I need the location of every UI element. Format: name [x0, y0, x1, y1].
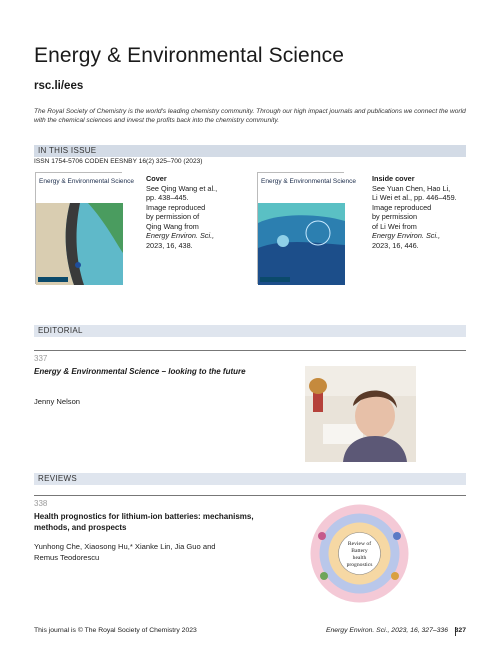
portrait-illustration: [305, 366, 416, 462]
editorial-title[interactable]: Energy & Environmental Science – looking to the future: [34, 367, 246, 376]
journal-url[interactable]: rsc.li/ees: [34, 80, 84, 92]
footer-copyright: This journal is © The Royal Society of Chemistry 2023: [34, 627, 197, 634]
footer-citation: Energy Environ. Sci., 2023, 16, 327–336: [325, 627, 448, 634]
inside-cover-label: Inside cover: [372, 174, 415, 183]
footer-page-number: 327: [454, 627, 466, 634]
cover-thumb-title: Energy & Environmental Science: [39, 178, 135, 185]
editorial-authors: Jenny Nelson: [34, 397, 81, 406]
editorial-rule: [34, 350, 466, 351]
inside-cover-line: Li Wei et al., pp. 446–459.: [372, 193, 457, 202]
inside-cover-line: See Yuan Chen, Hao Li,: [372, 183, 451, 193]
cover-line: Qing Wang from: [146, 221, 199, 231]
cover-line: Image reproduced: [146, 202, 206, 212]
editorial-photo: [305, 366, 416, 462]
inside-cover-illustration: [258, 173, 357, 285]
inside-cover-caption: [372, 174, 457, 250]
editorial-band: EDITORIAL: [34, 325, 466, 337]
cover-line: See Qing Wang et al.,: [146, 183, 218, 193]
journal-title: Energy & Environmental Science: [34, 44, 344, 67]
editorial-page-number: 337: [34, 354, 48, 363]
inside-cover-line: 2023, 16, 446.: [372, 240, 419, 250]
journal-intro: The Royal Society of Chemistry is the world's leading chemistry community. Through our high impact journals and publications we connect the world with the chemical sciences and invest the profits back into the chemistry community.: [34, 108, 466, 124]
inside-cover-line: of Li Wei from: [372, 221, 417, 231]
cover-line: 2023, 16, 438.: [146, 240, 193, 250]
review-title[interactable]: Health prognostics for lithium-ion batteries: mechanisms, methods, and prospects: [34, 512, 254, 532]
cover-line: Energy Environ. Sci.,: [146, 231, 215, 240]
reviews-band: REVIEWS: [34, 473, 466, 485]
cover-caption: [146, 174, 217, 250]
cover-illustration: [36, 173, 135, 285]
ring-diagram-center-label: Review of Battery health prognostics: [346, 541, 373, 568]
cover-line: pp. 438–445.: [146, 193, 189, 202]
issn-line: ISSN 1754-5706 CODEN EESNBY 16(2) 325–700 (2023): [34, 158, 203, 165]
inside-cover-line: Image reproduced: [372, 202, 432, 212]
reviews-page-number: 338: [34, 499, 48, 508]
inside-cover-thumb-title: Energy & Environmental Science: [261, 178, 357, 185]
review-authors: Yunhong Che, Xiaosong Hu,* Xianke Lin, Jia Guo and Remus Teodorescu: [34, 542, 216, 562]
cover-label: Cover: [146, 174, 167, 183]
reviews-rule: [34, 495, 466, 496]
inside-cover-line: by permission: [372, 212, 418, 221]
cover-line: by permission of: [146, 212, 200, 221]
inside-cover-image[interactable]: [257, 172, 357, 284]
review-graphical-abstract: [309, 503, 410, 604]
in-this-issue-band: IN THIS ISSUE: [34, 145, 466, 157]
cover-image[interactable]: [35, 172, 135, 284]
inside-cover-line: Energy Environ. Sci.,: [372, 231, 441, 240]
